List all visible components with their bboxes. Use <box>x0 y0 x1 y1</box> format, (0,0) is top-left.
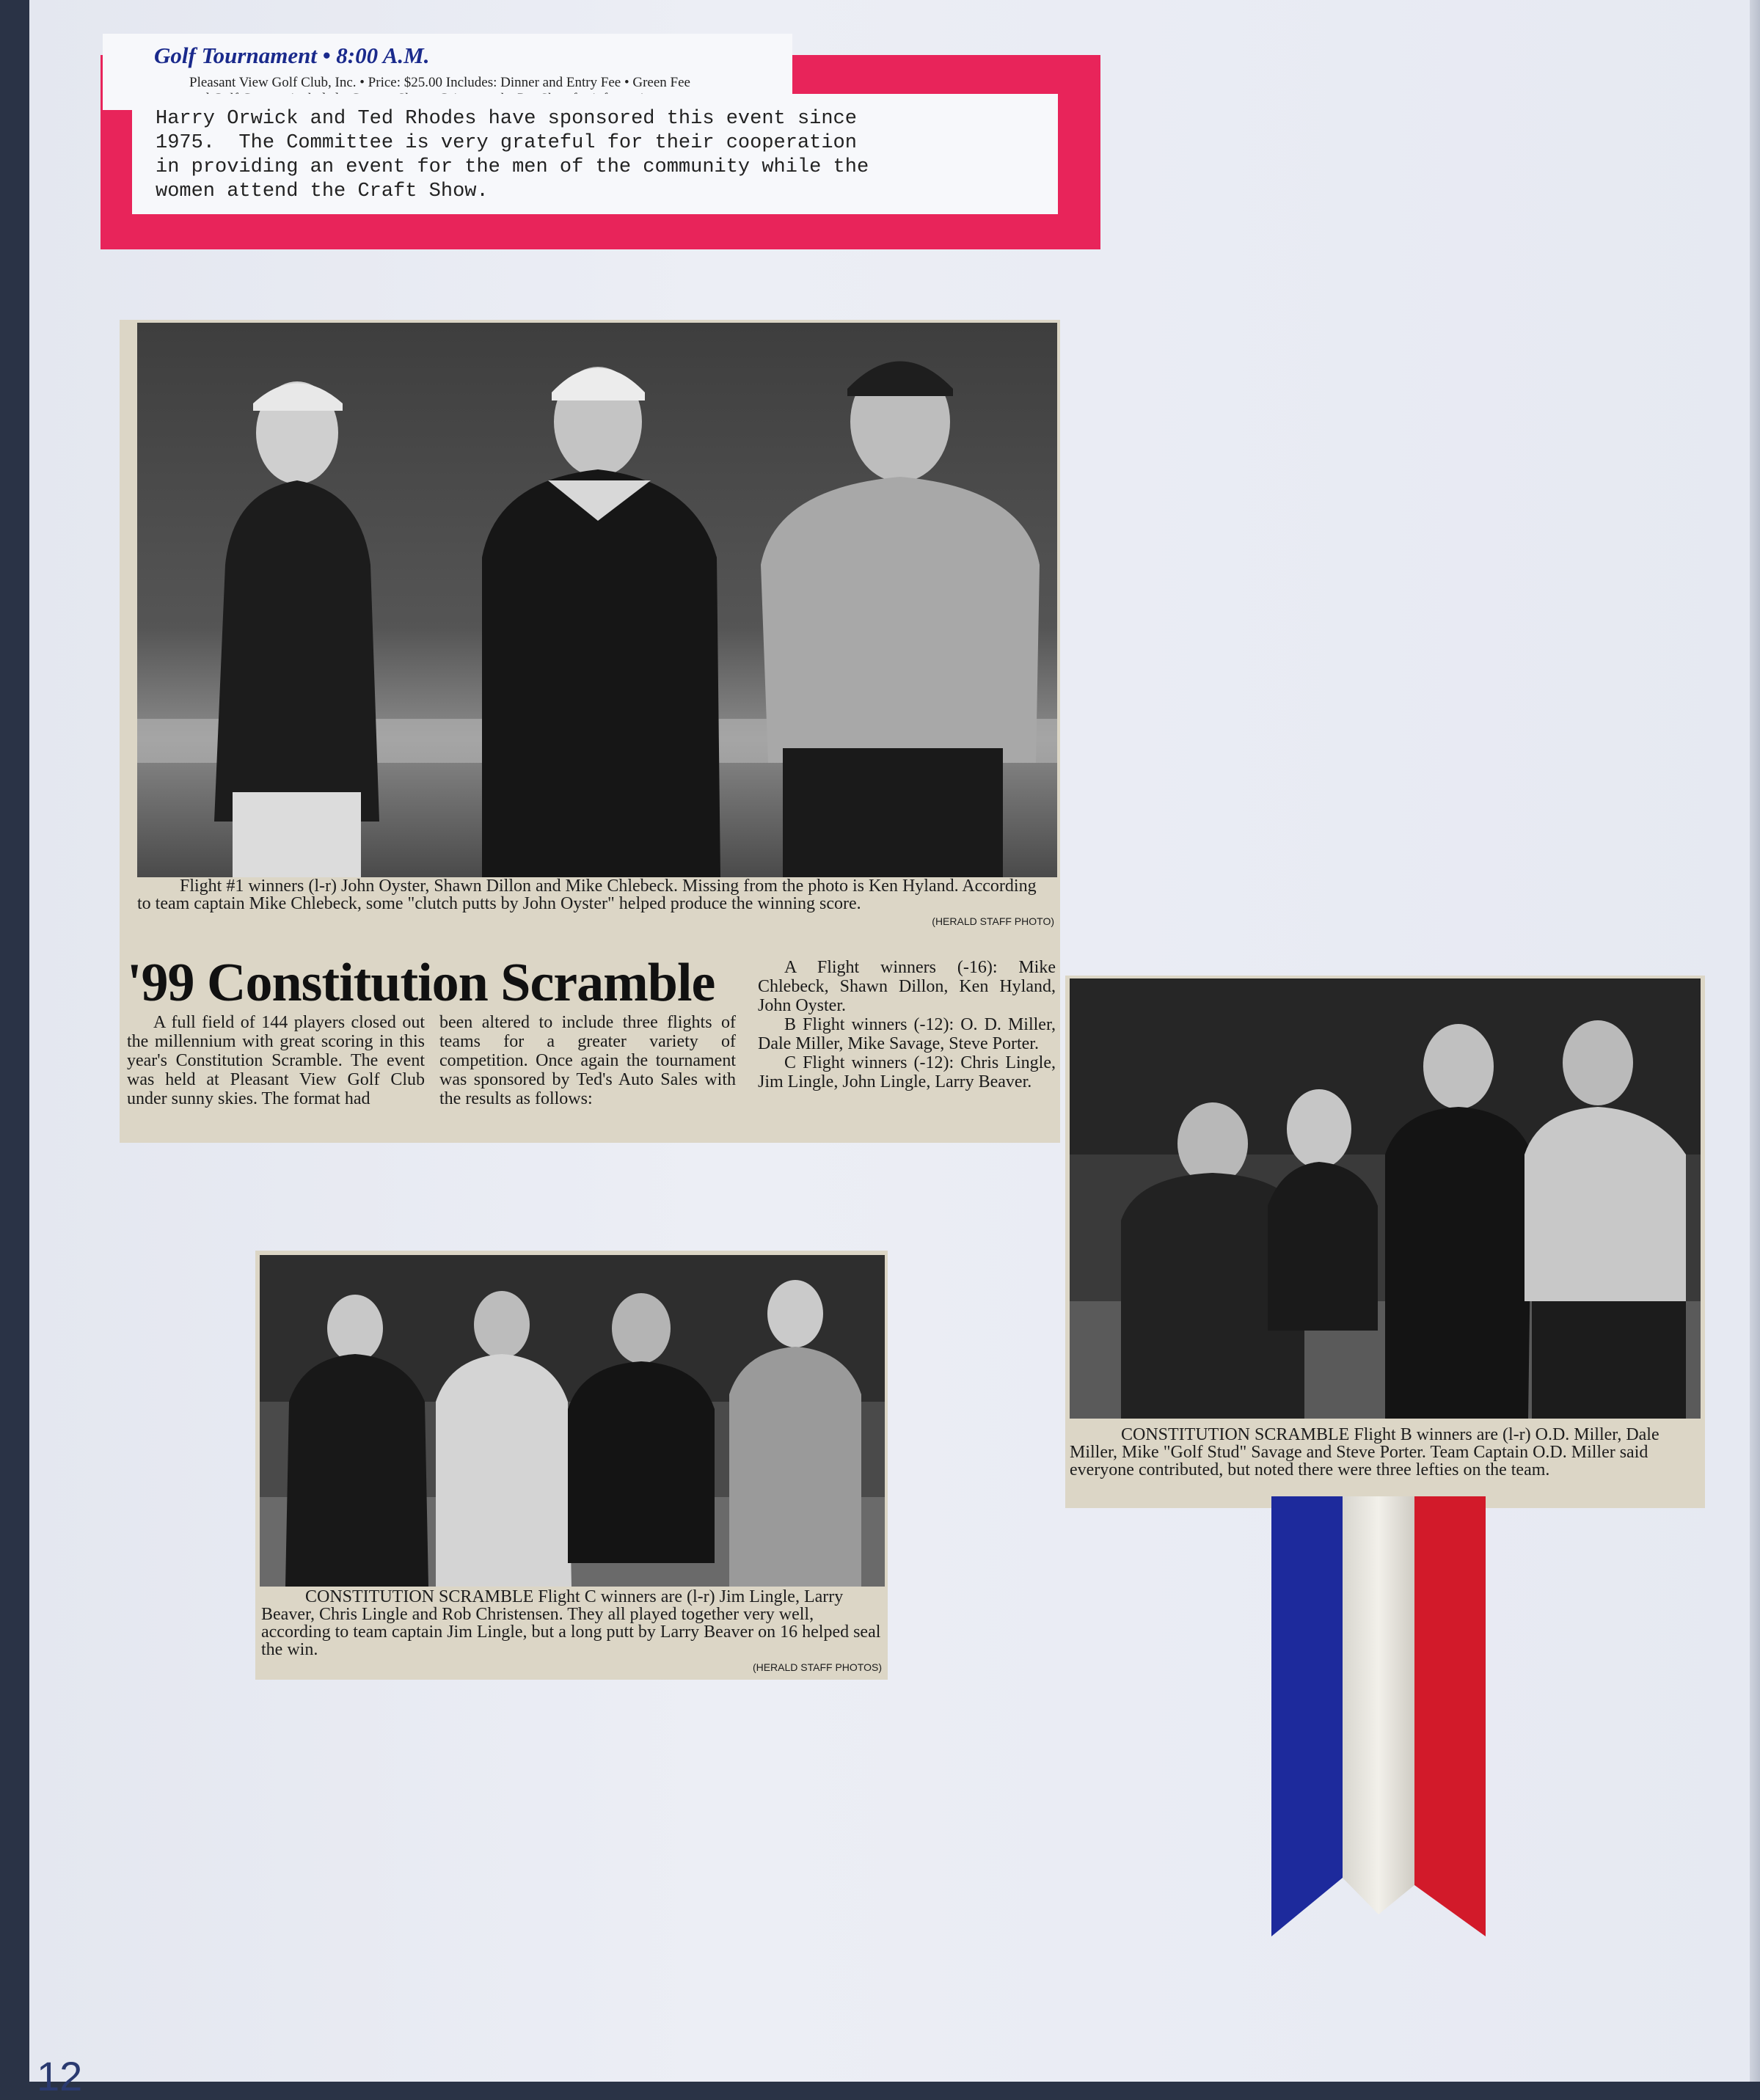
flight-1-caption-text: Flight #1 winners (l-r) John Oyster, Shawn Dillon and Mike Chlebeck. Missing from the photo is Ken Hyland. According to team captain Mike Chlebeck, some "clutch putts by John Oyster" helped produce the winning score. <box>137 877 1037 913</box>
sponsor-note-text: Harry Orwick and Ted Rhodes have sponsored this event since 1975. The Committee is very grateful for their cooperation in providing an event for the men of the community while the women attend the Craft Show. <box>156 108 869 202</box>
flight-c-caption <box>261 1588 882 1676</box>
flight-b-caption: CONSTITUTION SCRAMBLE Flight B winners are (l-r) O.D. Miller, Dale Miller, Mike "Golf Stud" Savage and Steve Porter. Team Captain O.D. Miller said everyone contributed, but noted there were three lefties on the team. <box>1070 1425 1659 1479</box>
flight-c-clipping <box>255 1251 888 1680</box>
flight-b-photo <box>1070 978 1701 1419</box>
article-column-1 <box>127 1013 425 1108</box>
sponsor-note <box>132 94 1058 214</box>
flight-c-photo <box>260 1255 885 1587</box>
flight-c-caption-text: CONSTITUTION SCRAMBLE Flight C winners are (l-r) Jim Lingle, Larry Beaver, Chris Lingle and Rob Christensen. They all played together very well, according to team captain Jim Lingle, but a long putt by Larry Beaver on 16 helped seal the win. <box>261 1587 881 1659</box>
photo-credit: (HERALD STAFF PHOTO) <box>932 915 1054 927</box>
flight-a-results: A Flight winners (-16): Mike Chlebeck, Shawn Dillon, Ken Hyland, John Oyster. <box>758 958 1056 1015</box>
article-clipping <box>120 320 1060 1143</box>
photo-credit: (HERALD STAFF PHOTOS) <box>752 1661 882 1673</box>
flight-1-caption <box>137 877 1054 930</box>
page-number: 12 <box>37 2053 83 2099</box>
article-column-2 <box>439 1013 736 1108</box>
flight-1-photo <box>137 323 1057 877</box>
flight-c-results: C Flight winners (-12): Chris Lingle, Jim Lingle, John Lingle, Larry Beaver. <box>758 1053 1056 1091</box>
flight-b-clipping <box>1065 976 1705 1508</box>
page-edge <box>1750 0 1760 2082</box>
article-paragraph: been altered to include three flights of teams for a greater variety of competition. Once again the tournament was sponsored by Ted's Auto Sales with the results as follows: <box>439 1013 736 1108</box>
article-paragraph: A full field of 144 players closed out the millennium with great scoring in this year's Constitution Scramble. The event was held at Pleasant View Golf Club under sunny skies. The format had <box>127 1013 425 1108</box>
flight-b-results: B Flight winners (-12): O. D. Miller, Dale Miller, Mike Savage, Steve Porter. <box>758 1015 1056 1053</box>
red-white-blue-ribbon <box>1271 1496 1486 1936</box>
article-headline: '99 Constitution Scramble <box>127 953 715 1013</box>
tournament-title: Golf Tournament • 8:00 A.M. <box>154 43 430 68</box>
tournament-details-line1: Pleasant View Golf Club, Inc. • Price: $25.00 Includes: Dinner and Entry Fee • Green Fee <box>189 75 690 90</box>
article-column-3 <box>758 958 1056 1091</box>
